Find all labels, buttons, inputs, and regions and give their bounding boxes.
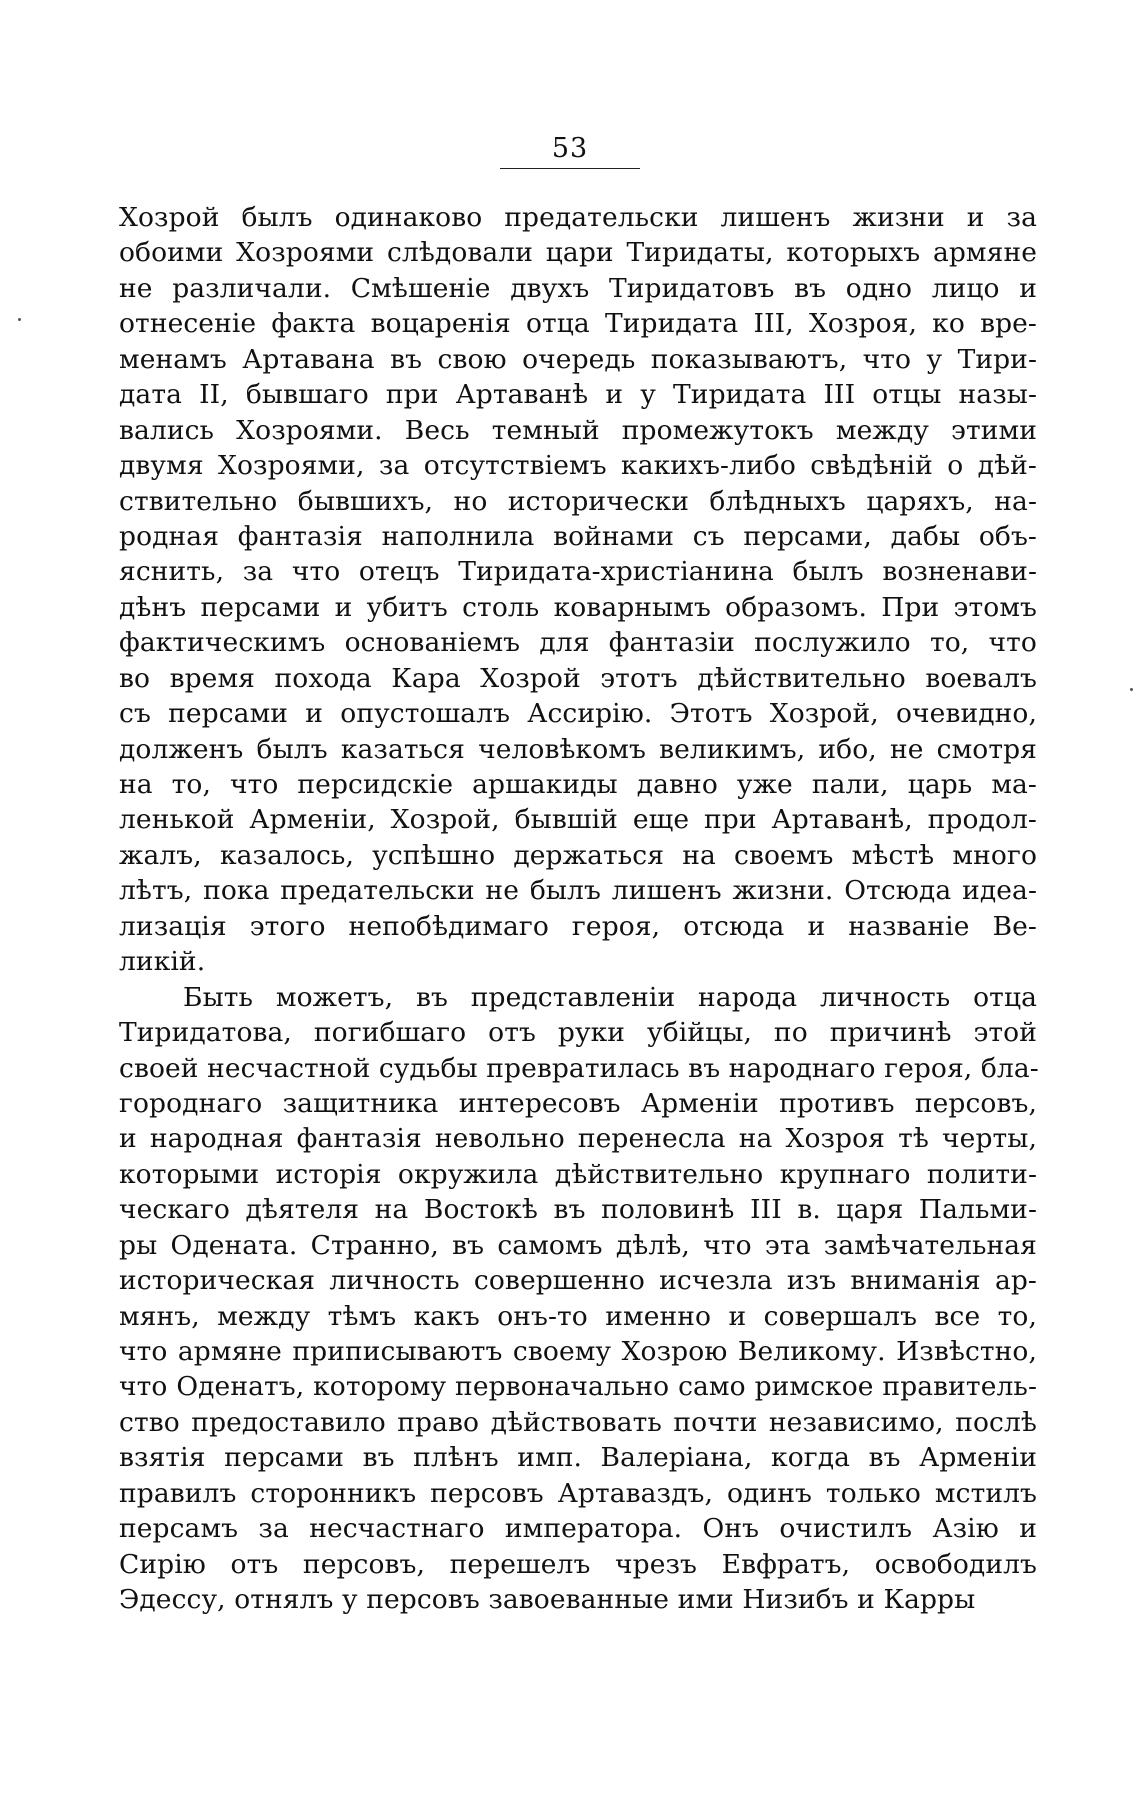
- text-line: не различали. Смѣшеніе двухъ Тиридатовъ въ одно лицо и: [119, 272, 1037, 304]
- text-line: долженъ былъ казаться человѣкомъ великимъ, ибо, не смотря: [119, 733, 1037, 765]
- text-line: Хозрой былъ одинаково предательски лишенъ жизни и за: [119, 202, 1037, 233]
- text-line: городнаго защитника интересовъ Арменіи противъ персовъ,: [119, 1087, 1037, 1119]
- text-line: ческаго дѣятеля на Востокѣ въ половинѣ III в. царя Пальми-: [119, 1194, 1037, 1226]
- text-line: Тиридатова, погибшаго отъ руки убійцы, по причинѣ этой: [119, 1017, 1037, 1049]
- text-line: Эдессу, отнялъ у персовъ завоеванные ими Низибъ и Карры: [119, 1584, 976, 1616]
- text-line: и народная фантазія невольно перенесла на Хозроя тѣ черты,: [119, 1123, 1037, 1155]
- text-line: фактическимъ основаніемъ для фантазіи послужило то, что: [119, 627, 1037, 659]
- text-line: ствительно бывшихъ, но исторически блѣдныхъ царяхъ, на-: [119, 485, 1037, 517]
- text-line: на то, что персидскіе аршакиды давно уже пали, царь ма-: [119, 769, 1037, 800]
- text-line: съ персами и опустошалъ Ассирію. Этотъ Хозрой, очевидно,: [119, 698, 1037, 730]
- text-line: ство предоставило право дѣйствовать почти независимо, послѣ: [119, 1406, 1037, 1438]
- text-line: во время похода Кара Хозрой этотъ дѣйствительно воевалъ: [119, 662, 1037, 694]
- text-line: ликій.: [119, 946, 206, 978]
- text-line: вались Хозроями. Весь темный промежутокъ между этими: [119, 414, 1037, 446]
- paragraph: [119, 200, 1037, 980]
- text-line: которыми исторія окружила дѣйствительно крупнаго полити-: [119, 1158, 1037, 1190]
- text-line: яснить, за что отецъ Тиридата-христіанина былъ возненави-: [119, 556, 1037, 588]
- text-line: менамъ Артавана въ свою очередь показываютъ, что у Тири-: [119, 343, 1037, 375]
- text-line: историческая личность совершенно исчезла изъ вниманія ар-: [119, 1265, 1037, 1297]
- text-line: персамъ за несчастнаго императора. Онъ очистилъ Азію и: [119, 1513, 1037, 1545]
- page-number: 53: [551, 133, 589, 164]
- text-line: взятія персами въ плѣнъ имп. Валеріана, когда въ Арменіи: [119, 1442, 1037, 1474]
- text-line: ры Одената. Странно, въ самомъ дѣлѣ, что эта замѣчательная: [119, 1229, 1037, 1261]
- text-line: своей несчастной судьбы превратилась въ народнаго героя, бла-: [119, 1052, 1039, 1084]
- margin-speck: [18, 318, 21, 321]
- text-line: обоими Хозроями слѣдовали цари Тиридаты, которыхъ армяне: [119, 237, 1037, 269]
- text-line: дата II, бывшаго при Артаванѣ и у Тиридата III отцы назы-: [119, 379, 1037, 411]
- text-line: лѣтъ, пока предательски не былъ лишенъ жизни. Отсюда идеа-: [119, 875, 1037, 907]
- page-number-rule: [500, 168, 640, 169]
- text-line: двумя Хозроями, за отсутствіемъ какихъ-либо свѣдѣній о дѣй-: [119, 450, 1037, 482]
- text-line: лизація этого непобѣдимаго героя, отсюда и названіе Ве-: [119, 910, 1037, 942]
- text-line: что Оденатъ, которому первоначально само римское правитель-: [119, 1371, 1037, 1403]
- text-line: Быть можетъ, въ представленіи народа личность отца: [183, 981, 1037, 1013]
- text-line: ленькой Арменіи, Хозрой, бывшій еще при Артаванѣ, продол-: [119, 804, 1037, 836]
- body-text: [119, 200, 1037, 1618]
- text-line: дѣнъ персами и убитъ столь коварнымъ образомъ. При этомъ: [119, 591, 1037, 623]
- text-line: мянъ, между тѣмъ какъ онъ-то именно и совершалъ все то,: [119, 1300, 1037, 1332]
- text-line: правилъ сторонникъ персовъ Артаваздъ, одинъ только мстилъ: [119, 1477, 1037, 1509]
- text-line: отнесеніе факта воцаренія отца Тиридата III, Хозроя, ко вре-: [119, 308, 1037, 340]
- paragraph: [119, 980, 1037, 1618]
- margin-speck: [1130, 688, 1133, 691]
- text-line: Сирію отъ персовъ, перешелъ чрезъ Евфратъ, освободилъ: [119, 1548, 1037, 1580]
- text-line: что армяне приписываютъ своему Хозрою Великому. Извѣстно,: [119, 1336, 1037, 1367]
- text-line: жалъ, казалось, успѣшно держаться на своемъ мѣстѣ много: [119, 839, 1037, 871]
- text-line: родная фантазія наполнила войнами съ персами, дабы объ-: [119, 520, 1037, 552]
